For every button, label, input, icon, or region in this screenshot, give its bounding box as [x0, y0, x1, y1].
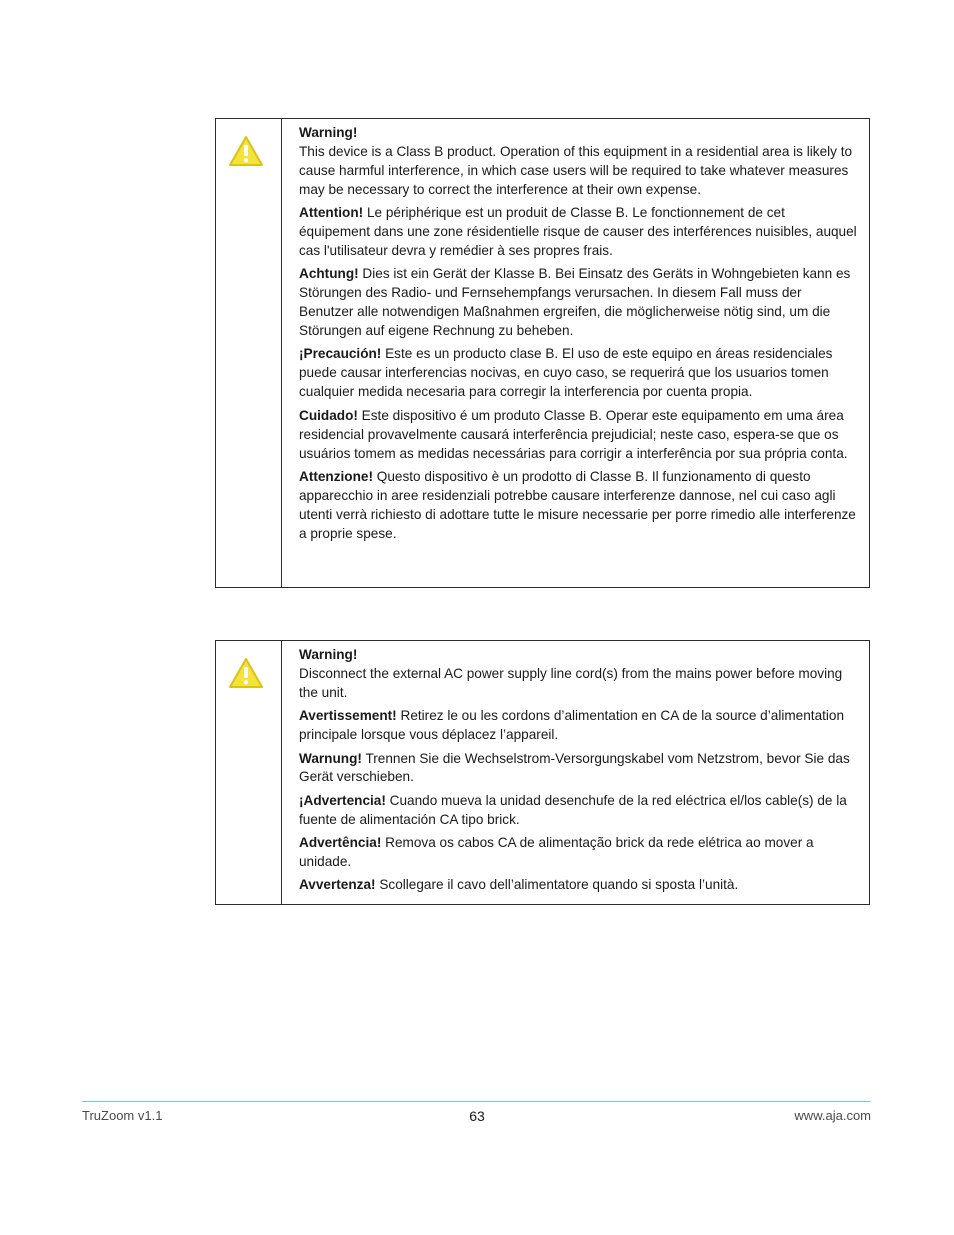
class-b-warning-box: [215, 118, 870, 588]
warning-paragraph-french: [299, 204, 857, 261]
footer-divider: [82, 1101, 871, 1102]
paragraph-label: Avvertenza!: [299, 877, 376, 893]
warning-body-english: This device is a Class B product. Operation of this equipment in a residential area is likely to cause harmful interference, in which case users will be required to take whatever measures may be necessary to correct the interference at their own expense.: [299, 143, 853, 197]
warning-paragraph-portuguese: [299, 407, 857, 464]
paragraph-label: ¡Advertencia!: [299, 792, 386, 808]
footer-website: www.aja.com: [794, 1108, 871, 1123]
warning-icon-cell: [216, 119, 282, 587]
warning-paragraph-french: [299, 707, 857, 745]
warning-icon-cell: [216, 641, 282, 904]
paragraph-text: Este dispositivo é um produto Classe B. Operar este equipamento em uma área residencial provavelmente causará interferência prejudicial; neste caso, espera-se que os usuários tomem as medidas necessárias para corrigir a interferência por sua própria conta.: [299, 407, 848, 461]
paragraph-label: Avertissement!: [299, 708, 397, 724]
warning-title: Warning!: [299, 125, 358, 140]
footer-product-name: TruZoom v1.1: [82, 1108, 163, 1123]
warning-triangle-icon: [228, 657, 264, 689]
warning-text-cell: [282, 119, 869, 587]
paragraph-text: Este es un producto clase B. El uso de este equipo en áreas residenciales puede causar interferencias nocivas, en cuyo caso, se requerirá que los usuarios tomen cualquier medida necesaria para corregir la interferencia por cuenta propia.: [299, 346, 833, 400]
paragraph-text: Le périphérique est un produit de Classe B. Le fonctionnement de cet équipement dans une zone résidentielle risque de causer des interférences nuisibles, auquel cas l'utilisateur devra y remédier à ses propres frais.: [299, 205, 857, 258]
warning-paragraph-german: [299, 750, 857, 788]
paragraph-text: Cuando mueva la unidad desenchufe de la red eléctrica el/los cable(s) de la fuente de alimentación CA tipo brick.: [299, 792, 847, 827]
warning-body-english: Disconnect the external AC power supply line cord(s) from the mains power before moving the unit.: [299, 665, 843, 700]
warning-paragraph-italian: [299, 468, 857, 544]
warning-triangle-icon: [228, 135, 264, 167]
warning-paragraph-italian: [299, 876, 857, 895]
footer-page-number: 63: [469, 1108, 485, 1124]
paragraph-label: Achtung!: [299, 266, 359, 282]
power-cord-warning-box: [215, 640, 870, 905]
paragraph-text: Trennen Sie die Wechselstrom-Versorgungskabel vom Netzstrom, bevor Sie das Gerät verschieben.: [299, 750, 850, 785]
warning-paragraph-portuguese: [299, 834, 857, 872]
paragraph-label: Advertência!: [299, 835, 382, 851]
warning-text-cell: [282, 641, 869, 904]
paragraph-text: Scollegare il cavo dell’alimentatore quando si sposta l’unità.: [375, 877, 739, 893]
warning-paragraph-spanish: [299, 345, 857, 402]
paragraph-label: Warnung!: [299, 750, 362, 766]
paragraph-label: Cuidado!: [299, 407, 358, 423]
paragraph-text: Retirez le ou les cordons d’alimentation en CA de la source d’alimentation principale lorsque vous déplacez l’appareil.: [299, 708, 845, 743]
warning-paragraph-german: [299, 265, 857, 341]
paragraph-label: ¡Precaución!: [299, 346, 382, 362]
warning-paragraph-spanish: [299, 792, 857, 830]
warning-title: Warning!: [299, 647, 358, 662]
paragraph-label: Attenzione!: [299, 468, 374, 484]
paragraph-text: Remova os cabos CA de alimentação brick da rede elétrica ao mover a unidade.: [299, 835, 814, 870]
paragraph-label: Attention!: [299, 205, 364, 221]
paragraph-text: Dies ist ein Gerät der Klasse B. Bei Einsatz des Geräts in Wohngebieten kann es Störungen des Radio- und Fernsehempfangs verursachen. In diesem Fall muss der Benutzer alle notwendigen Maßnahmen ergreifen, die möglicherweise nötig sind, um die Störungen auf eigene Rechnung zu beheben.: [299, 266, 851, 339]
paragraph-text: Questo dispositivo è un prodotto di Classe B. Il funzionamento di questo apparecchio in aree residenziali potrebbe causare interferenze dannose, nel cui caso agli utenti verrà richiesto di adottare tutte le misure necessarie per porre rimedio alle interferenze a proprie spese.: [299, 468, 856, 541]
